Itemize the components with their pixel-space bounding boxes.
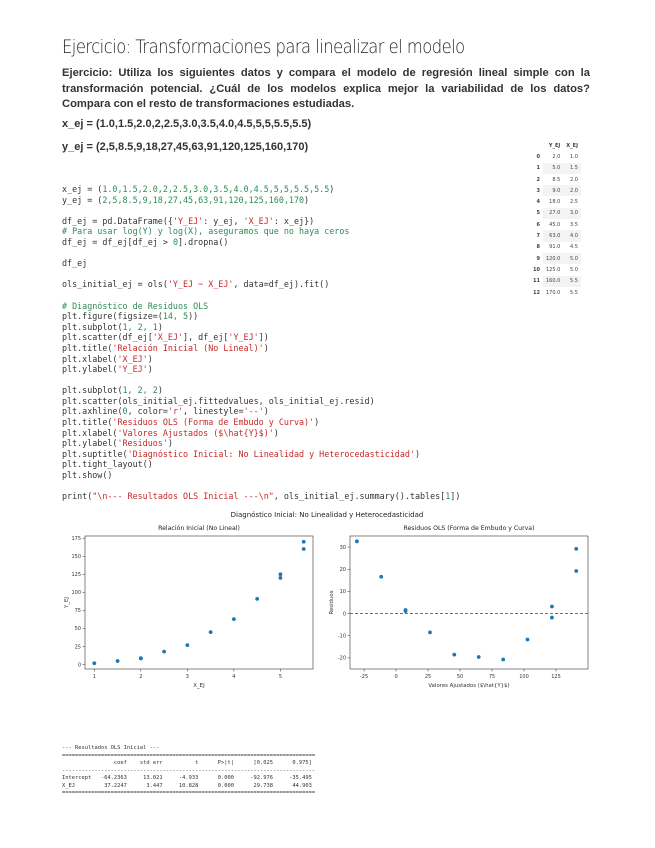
plot-frame (350, 536, 588, 669)
df-row (530, 208, 581, 219)
code-line: plt.suptitle('Diagnóstico Inicial: No Linealidad y Heterocedasticidad') (62, 448, 421, 459)
ols-summary-output (62, 745, 315, 798)
df-row (530, 185, 581, 196)
df-cell: 2.0 (552, 153, 561, 160)
code-line: plt.ylabel('Residuos') (62, 438, 173, 449)
code-line: plt.title('Relación Inicial (No Lineal)') (62, 342, 269, 353)
data-point (428, 631, 432, 635)
code-line: plt.axhline(0, color='r', linestyle='--') (62, 406, 269, 417)
code-line: ols_initial_ej = ols('Y_EJ ~ X_EJ', data=df_ej).fit() (62, 279, 330, 290)
y-data-line: y_ej = (2,5,8.5,9,18,27,45,63,91,120,125,160,170) (62, 141, 309, 153)
exercise-description: Ejercicio: Utiliza los siguientes datos y compara el modelo de regresión lineal simple con la transformación potencial. ¿Cuál de los modelos explica mejor la variabilidad de los datos? Compara con el resto de transformaciones estudiadas. (62, 67, 590, 110)
x-tick-label: 1 (92, 674, 96, 680)
x-tick-label: 75 (488, 674, 496, 680)
df-cell: 1.0 (569, 153, 578, 160)
data-point (279, 572, 283, 576)
df-header-cell: X_EJ (566, 142, 578, 149)
df-cell: 2.0 (563, 185, 581, 196)
code-line: y_ej = (2,5,8.5,9,18,27,45,63,91,120,125,160,170) (62, 194, 310, 205)
y-tick-label: 175 (71, 535, 81, 542)
df-index-cell: 11 (533, 278, 540, 285)
chart-title: Relación Inicial (No Lineal) (158, 525, 240, 532)
data-point (209, 630, 213, 634)
code-line: df_ej (62, 258, 88, 269)
df-cell: 91.0 (549, 244, 561, 251)
data-point (255, 597, 259, 601)
code-line: plt.scatter(df_ej['X_EJ'], df_ej['Y_EJ']) (62, 332, 269, 343)
df-row (530, 287, 581, 298)
data-point (139, 656, 143, 660)
code-line: plt.scatter(ols_initial_ej.fittedvalues, ols_initial_ej.resid) (62, 395, 375, 406)
code-line: df_ej = df_ej[df_ej > 0].dropna() (62, 236, 229, 247)
summary-columns: coef std err t P>|t| [0.025 0.975] (62, 760, 312, 766)
scatter-initial-panel (64, 524, 313, 689)
data-point (574, 547, 578, 551)
df-row (530, 276, 581, 287)
df-row (530, 253, 581, 264)
code-line: plt.xlabel('Valores Ajustados ($\hat{Y}$)') (62, 427, 279, 438)
summary-rule: ============================================================================== (62, 790, 316, 796)
data-point (452, 653, 456, 657)
summary-row-intercept: Intercept -64.2363 13.021 -4.933 0.000 -92.976 -35.495 (62, 775, 312, 781)
df-row (530, 219, 581, 230)
y-tick-label: 50 (74, 626, 81, 633)
code-comment: # Diagnóstico de Residuos OLS (62, 300, 209, 311)
df-cell: 4.5 (569, 244, 578, 251)
df-cell: 120.0 (543, 253, 563, 264)
chart-title: Residuos OLS (Forma de Embudo y Curva) (403, 525, 535, 532)
data-point (550, 605, 554, 609)
x-tick-label: -25 (359, 674, 369, 680)
x-tick-label: 50 (456, 674, 464, 680)
data-point (404, 608, 408, 612)
df-index-cell: 4 (536, 199, 540, 206)
data-point (185, 643, 189, 647)
df-index-cell: 12 (533, 289, 540, 296)
df-cell: 2.5 (569, 199, 578, 206)
data-point (574, 569, 578, 573)
df-row (530, 174, 581, 185)
x-tick-label: 0 (394, 674, 398, 680)
code-line: plt.subplot(1, 2, 2) (62, 385, 163, 396)
code-line: plt.xlabel('X_EJ') (62, 353, 153, 364)
page-title: Ejercicio: Transformaciones para linealizar el modelo (62, 36, 465, 58)
df-index-cell: 6 (536, 221, 540, 228)
y-tick-label: 20 (339, 566, 346, 573)
data-point (477, 655, 481, 659)
df-cell: 5.5 (569, 289, 578, 296)
x-tick-label: 100 (519, 674, 529, 680)
df-cell: 5.5 (563, 276, 581, 287)
df-row (530, 242, 581, 253)
code-line: plt.show() (62, 470, 113, 481)
df-cell: 5.0 (543, 163, 563, 174)
df-index-cell: 8 (536, 244, 540, 251)
data-point (116, 659, 120, 663)
x-tick-label: 2 (139, 674, 143, 680)
x-tick-label: 125 (551, 674, 561, 680)
summary-rule: ============================================================================== (62, 752, 316, 759)
summary-header: --- Resultados OLS Inicial --- (62, 745, 160, 751)
data-point (232, 617, 236, 621)
df-cell: 4.0 (563, 230, 581, 241)
df-cell: 5.0 (569, 266, 578, 273)
x-tick-label: 5 (278, 674, 283, 680)
data-point (550, 616, 554, 620)
y-axis-label: Y_EJ (64, 597, 70, 608)
data-point (501, 658, 505, 662)
x-tick-label: 3 (185, 674, 189, 680)
df-row (530, 264, 581, 275)
df-index-cell: 0 (536, 153, 540, 160)
x-data-line: x_ej = (1.0,1.5,2.0,2,2.5,3.0,3.5,4.0,4.5,5,5,5.5,5.5) (62, 118, 312, 130)
df-cell: 2.0 (569, 176, 578, 183)
data-point (355, 539, 359, 543)
data-point (279, 576, 283, 580)
dataframe-output (530, 140, 581, 298)
code-line: x_ej = (1.0,1.5,2.0,2,2.5,3.0,3.5,4.0,4.5,5,5,5.5,5.5) (62, 184, 335, 194)
diagnostic-figure (55, 506, 600, 696)
code-line: df_ej = pd.DataFrame({'Y_EJ': y_ej, 'X_EJ': x_ej}) (62, 215, 315, 226)
df-cell: 160.0 (543, 276, 563, 287)
df-cell: 8.5 (552, 176, 561, 183)
code-line: plt.tight_layout() (62, 459, 153, 470)
x-tick-label: 25 (424, 674, 432, 680)
code-line: plt.title('Residuos OLS (Forma de Embudo y Curva)') (62, 417, 320, 428)
df-cell: 3.0 (563, 208, 581, 219)
df-row (530, 196, 581, 207)
summary-rule: ------------------------------------------------------------------------------ (62, 767, 316, 774)
code-line: plt.subplot(1, 2, 1) (62, 321, 163, 332)
y-tick-label: 100 (71, 590, 81, 597)
code-cell (62, 184, 460, 502)
y-tick-label: 125 (71, 572, 81, 579)
y-tick-label: 75 (74, 608, 81, 615)
df-index-cell: 9 (536, 255, 540, 262)
code-line: plt.ylabel('Y_EJ') (62, 364, 153, 375)
x-axis-label: Valores Ajustados ($\hat{Y}$) (428, 683, 510, 689)
df-index-cell: 5 (536, 210, 540, 217)
df-index-cell: 10 (533, 266, 540, 273)
y-tick-label: -10 (337, 633, 346, 640)
df-row (530, 163, 581, 174)
y-tick-label: -20 (337, 655, 346, 662)
y-tick-label: 25 (74, 644, 81, 651)
df-cell: 3.5 (569, 221, 578, 228)
y-tick-label: 30 (339, 544, 346, 551)
df-cell: 9.0 (543, 185, 563, 196)
data-point (526, 638, 530, 642)
data-point (92, 661, 96, 665)
code-line: plt.figure(figsize=(14, 5)) (62, 311, 199, 322)
data-point (379, 575, 383, 579)
df-index-cell: 3 (536, 187, 540, 194)
y-axis-label: Residuos (329, 590, 335, 615)
df-row (530, 230, 581, 241)
df-cell: 1.5 (563, 163, 581, 174)
y-tick-label: 0 (77, 662, 81, 669)
x-tick-label: 4 (232, 674, 236, 680)
summary-row-x: X_EJ 37.2247 3.447 10.828 0.000 29.738 44.903 (62, 782, 312, 789)
residuals-panel (329, 525, 588, 689)
df-index-cell: 1 (536, 165, 540, 172)
df-cell: 63.0 (543, 230, 563, 241)
df-index-cell: 2 (536, 176, 540, 183)
df-cell: 18.0 (549, 199, 561, 206)
df-header-cell (530, 140, 543, 151)
plot-frame (85, 536, 313, 669)
dataframe-table (530, 140, 581, 298)
df-cell: 170.0 (545, 289, 561, 296)
x-axis-label: X_EJ (193, 683, 205, 689)
y-tick-label: 10 (339, 589, 346, 596)
code-comment: # Para usar log(Y) y log(X), aseguramos que no haya ceros (62, 226, 350, 237)
data-point (302, 547, 306, 551)
df-cell: 45.0 (549, 221, 561, 228)
y-tick-label: 150 (71, 553, 81, 560)
df-row (530, 151, 581, 162)
df-cell: 5.0 (563, 253, 581, 264)
y-tick-label: 0 (342, 611, 346, 618)
df-cell: 27.0 (543, 208, 563, 219)
df-index-cell: 7 (536, 233, 540, 240)
data-point (162, 650, 166, 654)
figure-suptitle: Diagnóstico Inicial: No Linealidad y Heterocedasticidad (230, 511, 424, 519)
df-header-cell: Y_EJ (548, 142, 561, 149)
df-cell: 125.0 (545, 266, 561, 273)
code-line: print("\n--- Resultados OLS Inicial ---\n", ols_initial_ej.summary().tables[1]) (62, 491, 461, 502)
data-point (302, 540, 306, 544)
